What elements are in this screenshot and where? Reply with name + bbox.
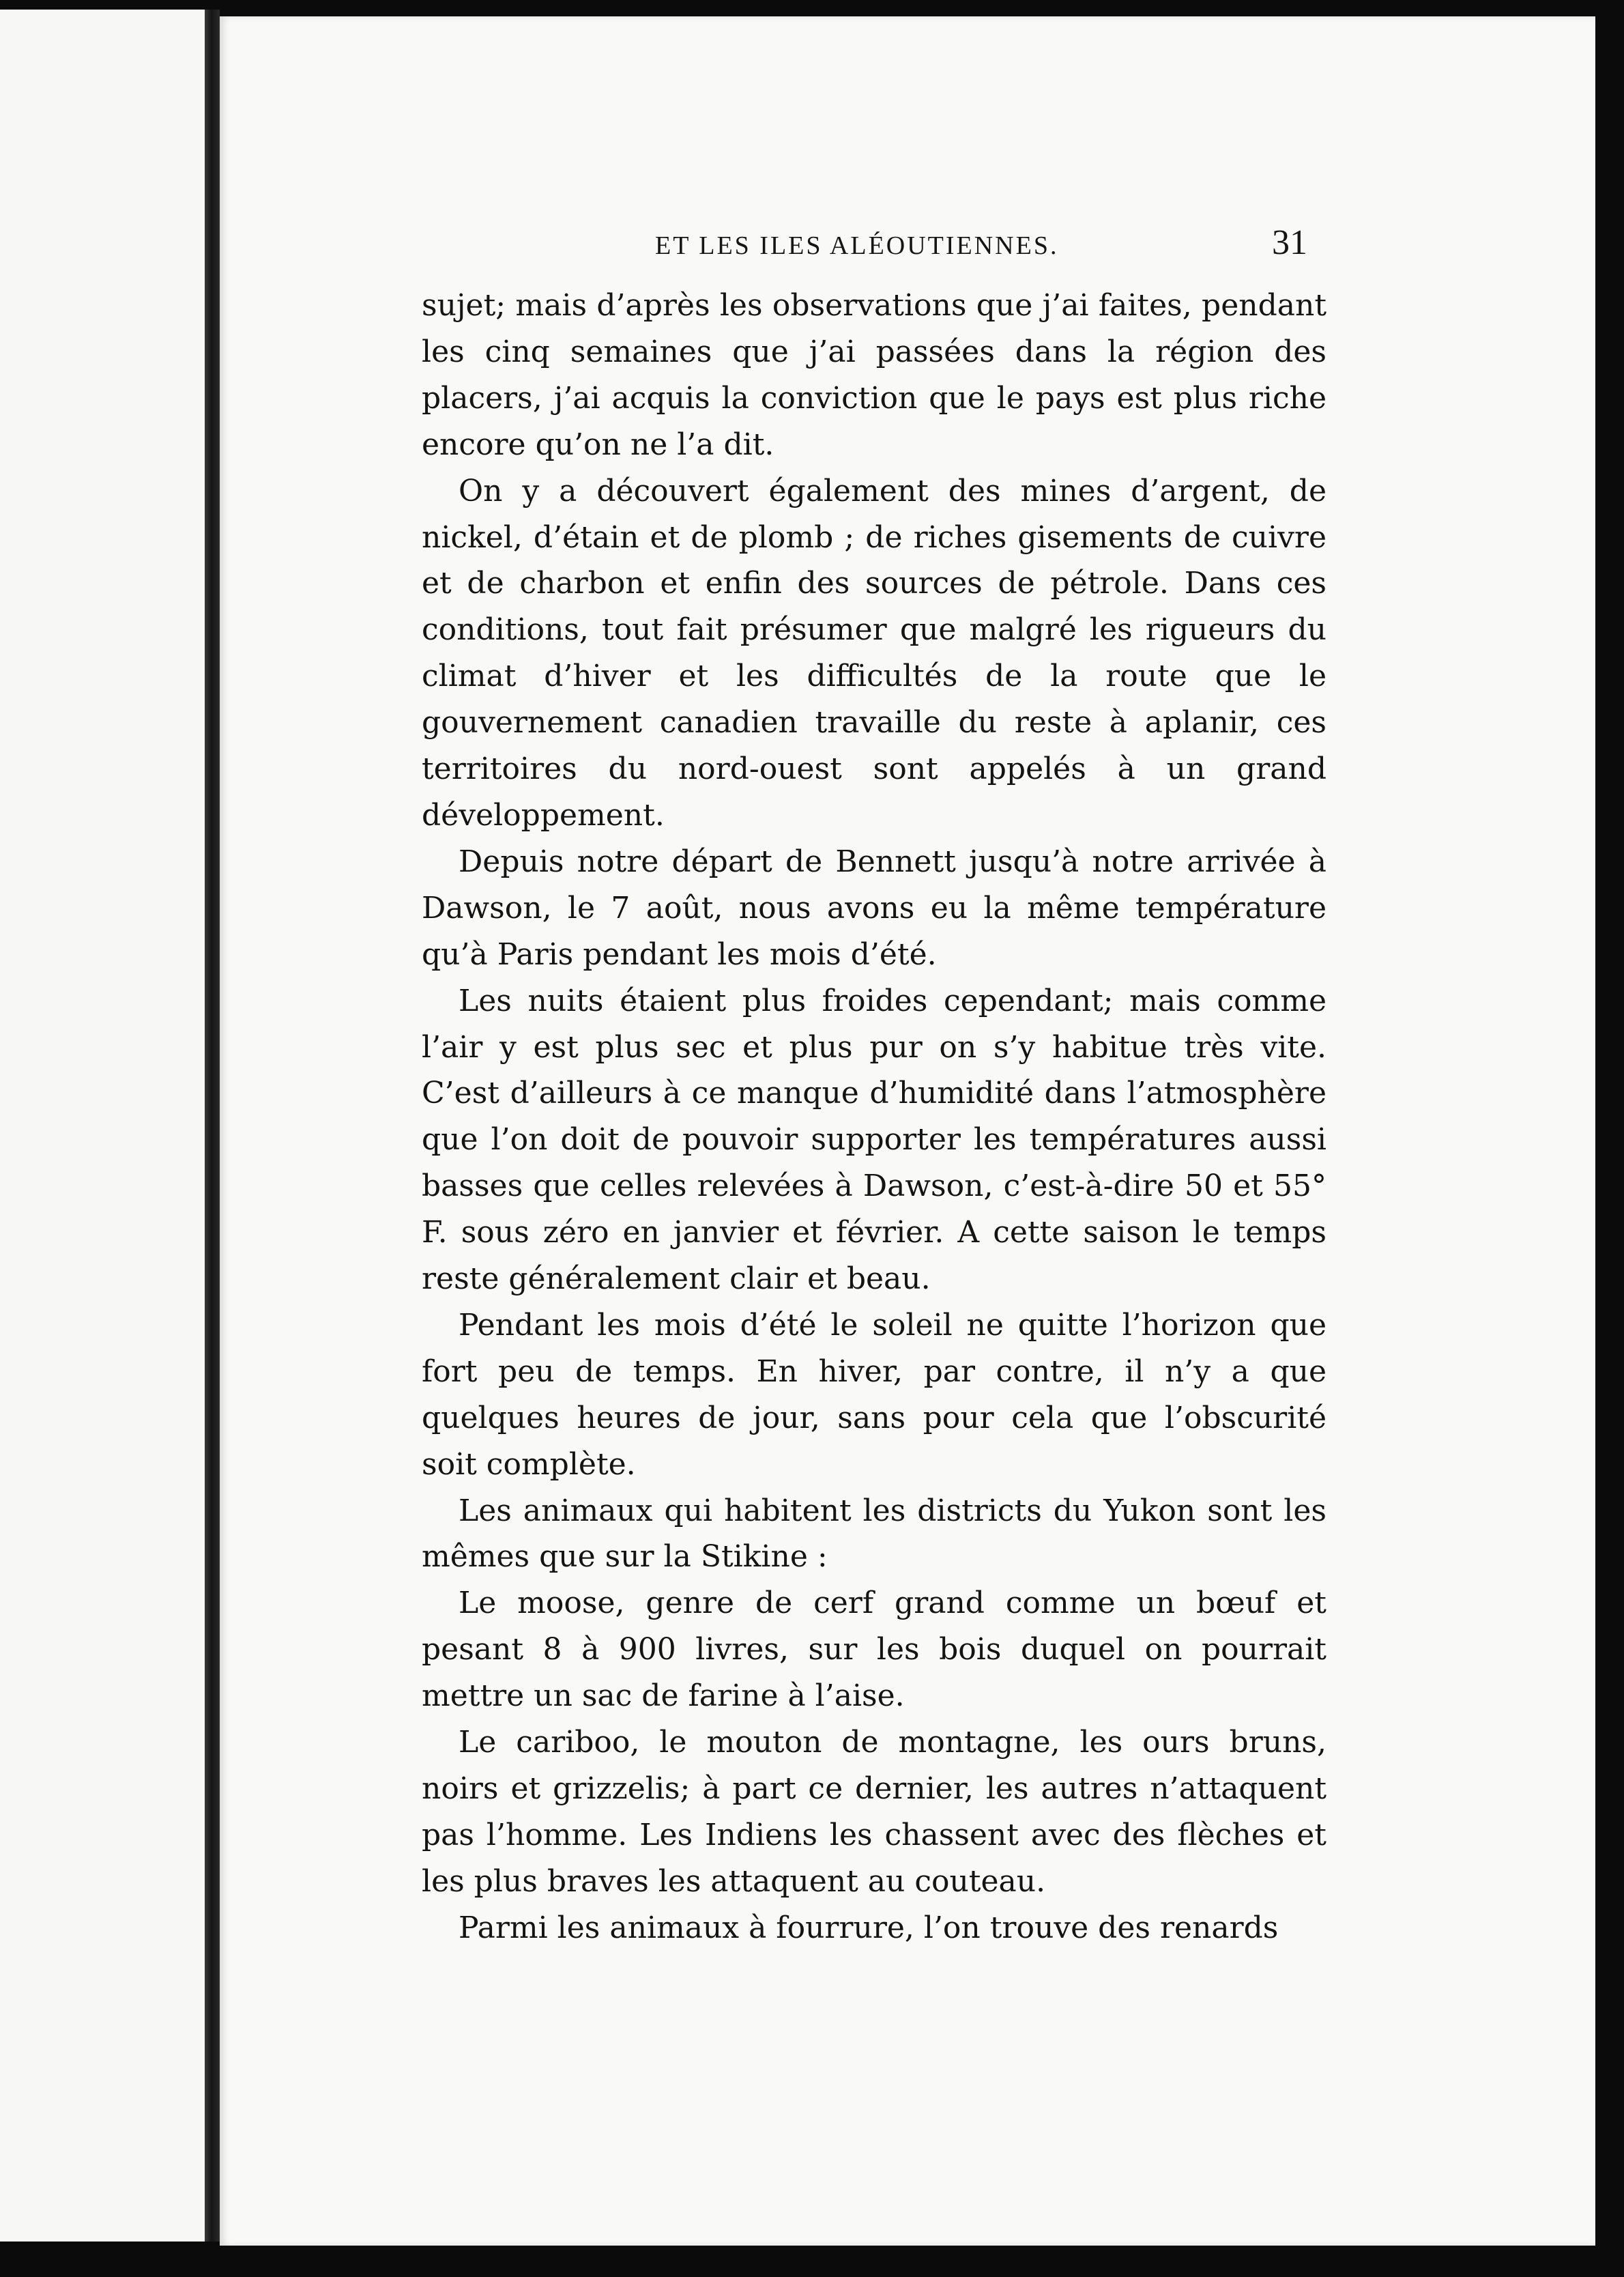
paragraph: Le cariboo, le mouton de montagne, les ours bruns, noirs et grizzelis; à part ce dernier, les autres n’attaquent pas l’homme. Les Indiens les chassent avec des flèches et les plus braves les attaquent au couteau. [422, 1725, 1326, 1899]
paragraph: Le moose, genre de cerf grand comme un bœuf et pesant 8 à 900 livres, sur les bois duquel on pourrait mettre un sac de farine à l’aise. [422, 1586, 1326, 1714]
book-spine [205, 10, 220, 2242]
paragraph: Pendant les mois d’été le soleil ne quitte l’horizon que fort peu de temps. En hiver, par contre, il n’y a que quelques heures de jour, sans pour cela que l’obscurité soit complète. [422, 1307, 1326, 1482]
paragraph: sujet; mais d’après les observations que j’ai faites, pendant les cinq semaines que j’ai passées dans la région des placers, j’ai acquis la conviction que le pays est plus riche encore qu’on ne l’a dit. [422, 288, 1326, 462]
right-border [1595, 16, 1624, 2277]
paragraph: Depuis notre départ de Bennett jusqu’à notre arrivée à Dawson, le 7 août, nous avons eu la même température qu’à Paris pendant les mois d’été. [422, 844, 1326, 972]
bottom-border [0, 2246, 1624, 2277]
paragraph: Parmi les animaux à fourrure, l’on trouve des renards [459, 1910, 1279, 1945]
paragraph: On y a découvert également des mines d’argent, de nickel, d’étain et de plomb ; de riches gisements de cuivre et de charbon et enfin des sources de pétrole. Dans ces conditions, tout fait présumer que malgré les rigueurs du climat d’hiver et les difficultés de la route que le gouvernement canadien travaille du reste à aplanir, ces territoires du nord-ouest sont appelés à un grand développement. [422, 473, 1326, 833]
paragraph: Les nuits étaient plus froides cependant; mais comme l’air y est plus sec et plus pur on s’y habitue très vite. C’est d’ailleurs à ce manque d’humidité dans l’atmosphère que l’on doit de pouvoir supporter les températures aussi basses que celles relevées à Dawson, c’est-à-dire 50 et 55° F. sous zéro en janvier et février. A cette saison le temps reste généralement clair et beau. [422, 983, 1326, 1297]
body-text [422, 283, 1326, 1951]
page-number: 31 [1272, 223, 1307, 262]
paragraph: Les animaux qui habitent les districts du Yukon sont les mêmes que sur la Stikine : [422, 1493, 1326, 1575]
running-head: ET LES ILES ALÉOUTIENNES. [655, 231, 1059, 260]
left-page-edge [0, 10, 205, 2242]
